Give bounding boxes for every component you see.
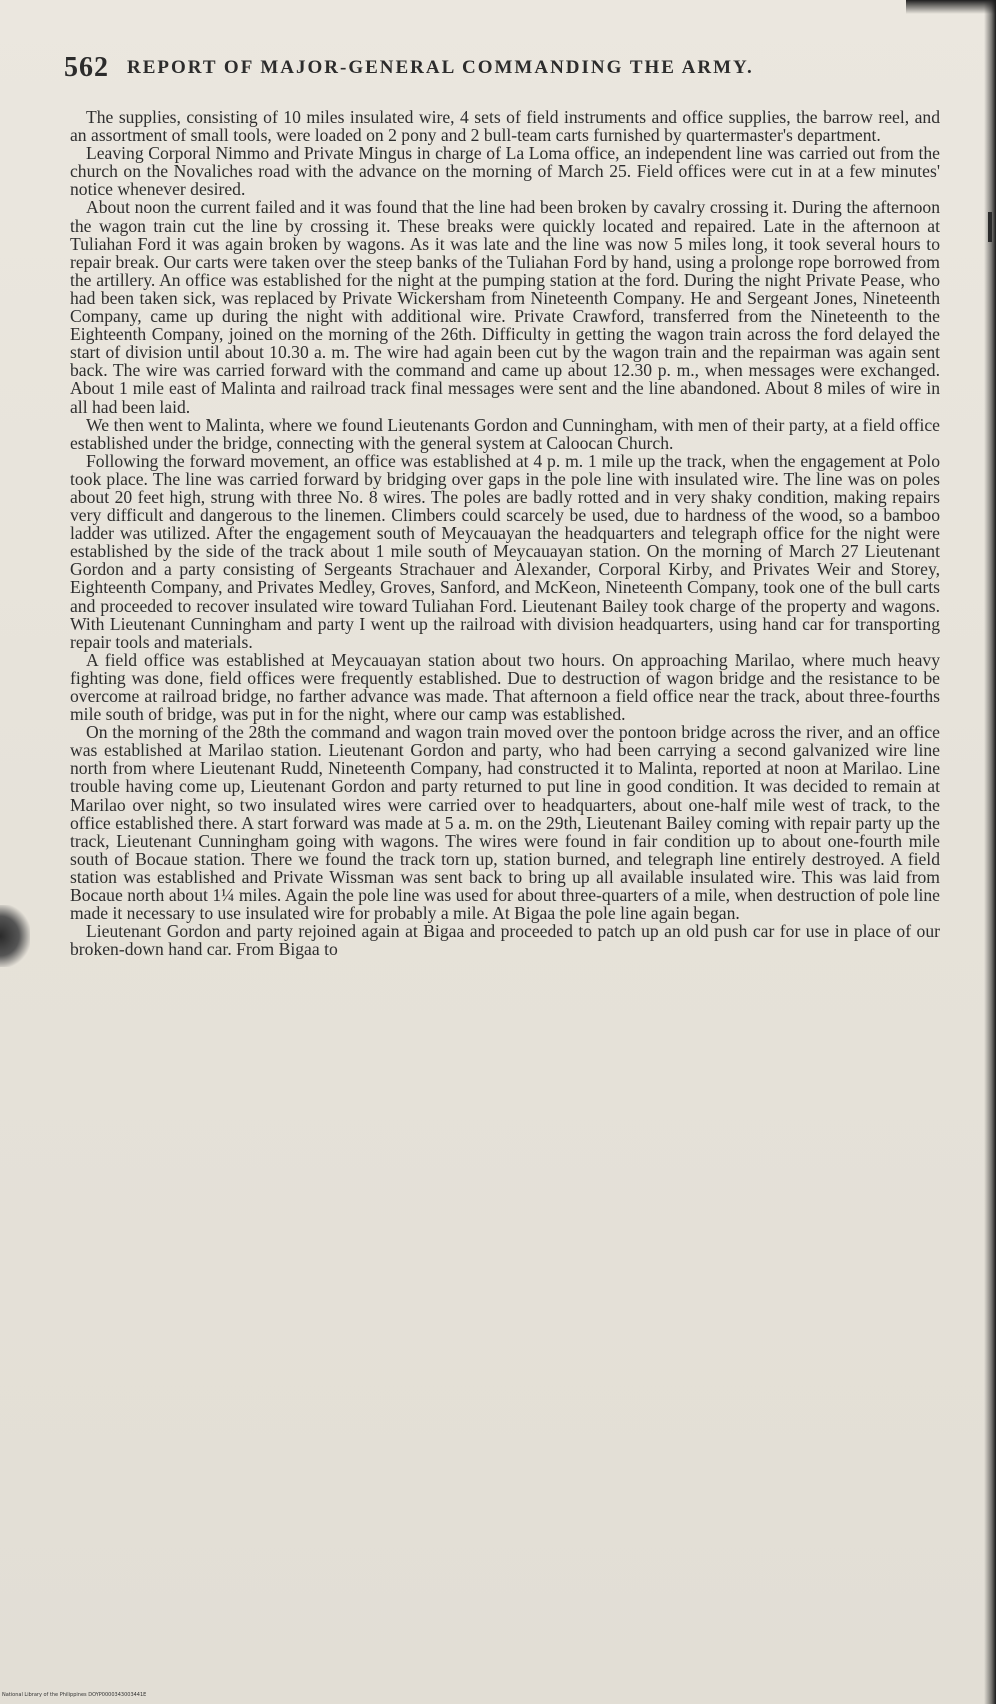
scan-right-edge [984, 0, 996, 1704]
report-body [70, 108, 940, 958]
paragraph-line-breaks: About noon the current failed and it was found that the line had been broken by cavalry crossing it. During the afternoon the wagon train cut the line by crossing it. These breaks were quickly located and repaired. Late in the afternoon at Tuliahan Ford it was again broken by wagons. As it was late and the line was now 5 miles long, it took several hours to repair break. Our carts were taken over the steep banks of the Tuliahan Ford by hand, using a prolonge rope borrowed from the artillery. An office was established for the night at the pumping station at the ford. During the night Private Pease, who had been taken sick, was replaced by Private Wickersham from Nineteenth Company. He and Sergeant Jones, Nineteenth Company, came up during the night with additional wire. Private Crawford, transferred from the Nineteenth to the Eighteenth Company, joined on the morning of the 26th. Difficulty in getting the wagon train across the ford delayed the start of division until about 10.30 a. m. The wire had again been cut by the wagon train and the repairman was again sent back. The wire was carried forward with the command and came up about 12.30 p. m., when messages were exchanged. About 1 mile east of Malinta and railroad track final messages were sent and the line abandoned. About 8 miles of wire in all had been laid. [70, 197, 940, 417]
scan-credit: National Library of the Philippines DOYP0000343003441E [2, 1692, 147, 1698]
scan-edge-shadow [906, 0, 996, 14]
paragraph-bigaa: Lieutenant Gordon and party rejoined again at Bigaa and proceeded to patch up an old push car for use in place of our broken-down hand car. From Bigaa to [70, 921, 940, 960]
scan-edge-mark [988, 212, 992, 242]
paragraph-supplies: The supplies, consisting of 10 miles insulated wire, 4 sets of field instruments and office supplies, the barrow reel, and an assortment of small tools, were loaded on 2 pony and 2 bull-team carts furnished by quartermaster's department. [70, 107, 940, 146]
paragraph-malinta: We then went to Malinta, where we found Lieutenants Gordon and Cunningham, with men of their party, at a field office established under the bridge, connecting with the general system at Caloocan Church. [70, 414, 940, 453]
paragraph-marilao: On the morning of the 28th the command and wagon train moved over the pontoon bridge across the river, and an office was established at Marilao station. Lieutenant Gordon and party, who had been carrying a second galvanized wire line north from where Lieutenant Rudd, Nineteenth Company, had constructed it to Malinta, reported at noon at Marilao. Line trouble having come up, Lieutenant Gordon and party returned to put line in good condition. It was decided to remain at Marilao over night, so two insulated wires were carried over to headquarters, about one-half mile west of track, to the office established there. A start forward was made at 5 a. m. on the 29th, Lieutenant Bailey coming with repair party up the track, Lieutenant Cunningham going with wagons. The wires were found in fair condition up to about one-fourth mile south of Bocaue station. There we found the track torn up, station burned, and telegraph line entirely destroyed. A field station was established and Private Wissman was sent back to bring up all available insulated wire. This was laid from Bocaue north about 1¼ miles. Again the pole line was used for about three-quarters of a mile, when destruction of pole line made it necessary to use insulated wire for probably a mile. At Bigaa the pole line again began. [70, 722, 940, 924]
page-header [64, 52, 944, 92]
paragraph-forward-movement: Following the forward movement, an office was established at 4 p. m. 1 mile up the track, when the engagement at Polo took place. The line was carried forward by bridging over gaps in the pole line with insulated wire. The line was on poles about 20 feet high, strung with three No. 8 wires. The poles are badly rotted and in very shaky condition, making repairs very difficult and dangerous to the linemen. Climbers could scarcely be used, due to hardness of the wood, so a bamboo ladder was utilized. After the engagement south of Meycauayan the headquarters and telegraph office for the night were established by the side of the track about 1 mile south of Meycauayan station. On the morning of March 27 Lieutenant Gordon and a party consisting of Sergeants Strachauer and Alexander, Corporal Kirby, and Privates Weir and Storey, Eighteenth Company, and Privates Medley, Groves, Sanford, and McKeon, Nineteenth Company, took one of the bull carts and proceeded to recover insulated wire toward Tuliahan Ford. Lieutenant Bailey took charge of the property and wagons. With Lieutenant Cunningham and party I went up the railroad with division headquarters, using hand car for transporting repair tools and materials. [70, 450, 940, 652]
binding-mark [0, 905, 30, 967]
running-title: REPORT OF MAJOR-GENERAL COMMANDING THE ARMY. [127, 57, 754, 78]
page-number: 562 [64, 52, 109, 83]
paragraph-la-loma: Leaving Corporal Nimmo and Private Mingus in charge of La Loma office, an independent line was carried out from the church on the Novaliches road with the advance on the morning of March 25. Field offices were cut in at a few minutes' notice whenever desired. [70, 143, 940, 200]
paragraph-meycauayan: A field office was established at Meycauayan station about two hours. On approaching Marilao, where much heavy fighting was done, field offices were frequently established. Due to destruction of wagon bridge and the resistance to be overcome at railroad bridge, no farther advance was made. That afternoon a field office near the track, about three-fourths mile south of bridge, was put in for the night, where our camp was established. [70, 649, 940, 725]
